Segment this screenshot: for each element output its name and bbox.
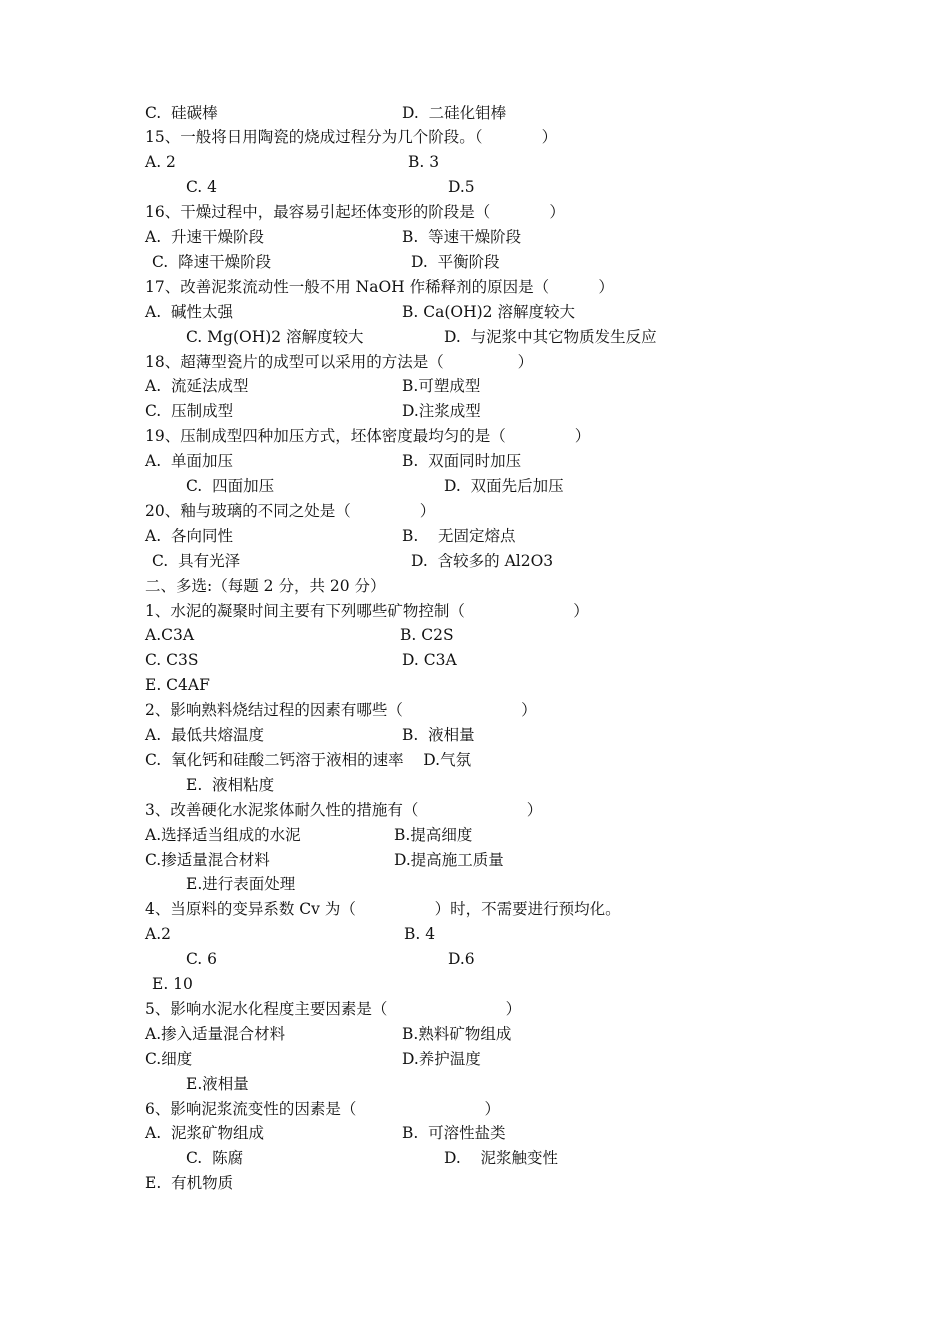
- text-segment: E. 10: [152, 975, 193, 993]
- text-segment: 15、一般将日用陶瓷的烧成过程分为几个阶段。（ ）: [145, 128, 558, 147]
- text-segment: A. 最低共熔温度: [145, 726, 264, 744]
- text-segment: D. 与泥浆中其它物质发生反应: [444, 327, 657, 346]
- text-segment: 18、超薄型瓷片的成型可以采用的方法是（ ）: [145, 352, 534, 371]
- text-segment: C. 6: [186, 950, 218, 969]
- text-line: [0, 275, 950, 300]
- text-segment: A. 流延法成型: [145, 377, 249, 396]
- text-segment: 2、影响熟料烧结过程的因素有哪些（ ）: [145, 701, 537, 720]
- text-line: [0, 872, 950, 897]
- text-line: [0, 947, 950, 972]
- text-line: [0, 1072, 950, 1097]
- text-segment: E. 有机物质: [145, 1174, 234, 1193]
- text-line: [0, 499, 950, 524]
- text-line: [0, 175, 950, 200]
- text-segment: E. C4AF: [145, 676, 210, 695]
- text-segment: C. 四面加压: [186, 477, 275, 495]
- text-line: [0, 798, 950, 823]
- text-line: [0, 698, 950, 723]
- text-line: [0, 922, 950, 947]
- text-line: [0, 1047, 950, 1072]
- text-line: [0, 648, 950, 673]
- text-segment: A. 单面加压: [145, 452, 233, 471]
- text-segment: C. C3S: [145, 651, 199, 670]
- text-line: [0, 150, 950, 175]
- text-segment: D.提高施工质量: [394, 850, 504, 869]
- text-line: [0, 424, 950, 449]
- text-segment: 20、釉与玻璃的不同之处是（ ）: [145, 501, 436, 520]
- text-segment: D. 双面先后加压: [444, 477, 564, 495]
- text-line: [0, 599, 950, 624]
- text-segment: D.5: [448, 178, 475, 197]
- text-segment: 4、当原料的变异系数 Cv 为（ ）时，不需要进行预均化。: [145, 900, 621, 919]
- text-segment: 6、影响泥浆流变性的因素是（ ）: [145, 1099, 500, 1118]
- text-segment: B. 双面同时加压: [402, 452, 522, 471]
- text-segment: B. 等速干燥阶段: [402, 228, 522, 246]
- text-line: [0, 524, 950, 549]
- text-line: [0, 972, 950, 997]
- text-segment: A. 各向同性: [145, 526, 233, 545]
- text-line: [0, 1121, 950, 1146]
- text-segment: B. 无固定熔点: [402, 526, 516, 545]
- text-line: [0, 474, 950, 499]
- text-line: [0, 549, 950, 574]
- text-line: [0, 225, 950, 250]
- text-segment: A. 2: [145, 153, 176, 172]
- text-segment: D. 泥浆触变性: [444, 1149, 559, 1168]
- text-segment: 二、多选:（每题 2 分，共 20 分）: [145, 576, 386, 595]
- text-segment: B. 3: [408, 153, 440, 172]
- text-segment: C. Mg(OH)2 溶解度较大: [186, 327, 364, 346]
- text-segment: D. 二硅化钼棒: [402, 103, 507, 122]
- text-segment: C. 具有光泽: [152, 551, 241, 570]
- text-segment: A. 升速干燥阶段: [145, 228, 264, 246]
- text-segment: D.养护温度: [402, 1049, 481, 1068]
- text-segment: A.掺入适量混合材料: [145, 1024, 286, 1043]
- text-segment: 19、压制成型四种加压方式，坯体密度最均匀的是（ ）: [145, 427, 591, 446]
- text-segment: C.细度: [145, 1049, 193, 1068]
- text-segment: D. 平衡阶段: [411, 252, 500, 271]
- text-segment: 1、水泥的凝聚时间主要有下列哪些矿物控制（ ）: [145, 601, 589, 620]
- text-line: [0, 623, 950, 648]
- text-segment: A. 泥浆矿物组成: [145, 1124, 264, 1143]
- text-segment: C. 硅碳棒: [145, 103, 218, 122]
- text-segment: E.进行表面处理: [186, 875, 296, 894]
- text-segment: 5、影响水泥水化程度主要因素是（ ）: [145, 999, 522, 1018]
- text-segment: B. 4: [404, 925, 436, 944]
- text-line: [0, 300, 950, 325]
- text-segment: C. 降速干燥阶段: [152, 252, 272, 271]
- text-line: [0, 673, 950, 698]
- text-segment: B.可塑成型: [402, 377, 481, 396]
- text-line: [0, 449, 950, 474]
- text-line: [0, 848, 950, 873]
- text-line: [0, 1146, 950, 1171]
- text-segment: D.6: [448, 950, 475, 969]
- text-segment: B.提高细度: [394, 825, 473, 844]
- text-segment: A. 碱性太强: [145, 302, 233, 321]
- text-segment: A.C3A: [145, 626, 195, 645]
- text-line: [0, 101, 950, 126]
- text-segment: C. 压制成型: [145, 402, 234, 421]
- text-segment: C. 4: [186, 178, 218, 197]
- text-line: [0, 350, 950, 375]
- text-line: [0, 1022, 950, 1047]
- text-segment: 16、干燥过程中，最容易引起坯体变形的阶段是（ ）: [145, 203, 565, 222]
- text-segment: B.熟料矿物组成: [402, 1024, 512, 1043]
- text-line: [0, 1097, 950, 1122]
- text-line: [0, 823, 950, 848]
- text-segment: C. 氧化钙和硅酸二钙溶于液相的速率 D.气氛: [145, 750, 472, 769]
- text-segment: C.掺适量混合材料: [145, 850, 270, 869]
- text-line: [0, 773, 950, 798]
- text-segment: D. 含较多的 Al2O3: [411, 551, 554, 570]
- text-line: [0, 399, 950, 424]
- text-line: [0, 125, 950, 150]
- text-line: [0, 897, 950, 922]
- text-line: [0, 374, 950, 399]
- text-line: [0, 250, 950, 275]
- text-segment: D. C3A: [402, 651, 457, 670]
- text-segment: B. 可溶性盐类: [402, 1124, 506, 1143]
- text-segment: E. 液相粘度: [186, 775, 275, 794]
- text-segment: 17、改善泥浆流动性一般不用 NaOH 作稀释剂的原因是（ ）: [145, 277, 614, 296]
- text-segment: 3、改善硬化水泥浆体耐久性的措施有（ ）: [145, 800, 543, 819]
- text-line: [0, 325, 950, 350]
- text-line: [0, 200, 950, 225]
- text-segment: A.2: [145, 925, 171, 944]
- text-line: [0, 574, 950, 599]
- text-segment: B. Ca(OH)2 溶解度较大: [402, 302, 575, 321]
- text-segment: B. C2S: [400, 626, 454, 645]
- text-segment: E.液相量: [186, 1074, 249, 1093]
- text-segment: C. 陈腐: [186, 1149, 244, 1168]
- text-line: [0, 997, 950, 1022]
- text-line: [0, 723, 950, 748]
- text-segment: D.注浆成型: [402, 402, 481, 421]
- text-segment: A.选择适当组成的水泥: [145, 825, 301, 844]
- text-segment: B. 液相量: [402, 726, 475, 744]
- text-line: [0, 748, 950, 773]
- text-line: [0, 1171, 950, 1196]
